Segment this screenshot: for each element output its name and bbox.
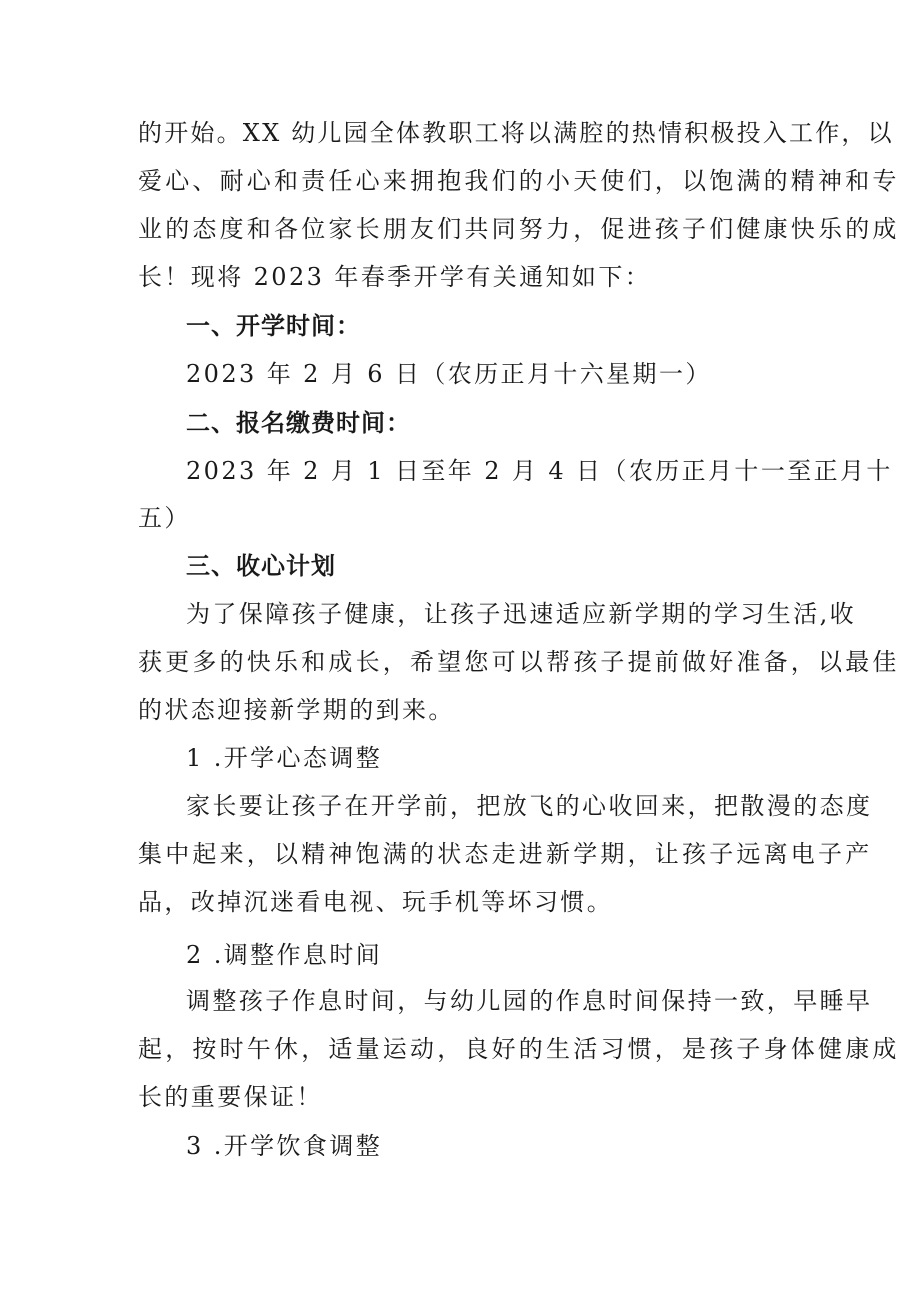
section1-heading: 一、开学时间： [186,312,361,340]
item1-line-3: 品，改掉沉迷看电视、玩手机等坏习惯。 [138,888,614,916]
intro-line-3: 业的态度和各位家长朋友们共同努力，促进孩子们健康快乐的成 [138,215,900,243]
section3-body-line-1: 为了保障孩子健康，让孩子迅速适应新学期的学习生活,收 [186,600,857,628]
section3-body-line-2: 获更多的快乐和成长，希望您可以帮孩子提前做好准备，以最佳 [138,648,900,676]
section3-body-line-3: 的状态迎接新学期的到来。 [138,696,455,724]
section1-body: 2023 年 2 月 6 日（农历正月十六星期一） [186,360,712,388]
section3-heading: 三、收心计划 [186,552,336,580]
intro-line-4: 长！现将 2023 年春季开学有关通知如下： [138,263,652,291]
intro-line-1: 的开始。XX 幼儿园全体教职工将以满腔的热情积极投入工作，以 [138,119,894,147]
item1-line-1: 家长要让孩子在开学前，把放飞的心收回来，把散漫的态度 [186,792,873,820]
item1-title: 1 .开学心态调整 [186,744,383,772]
item3-title: 3 .开学饮食调整 [186,1132,383,1160]
item2-title: 2 .调整作息时间 [186,941,383,969]
item2-line-2: 起，按时午休，适量运动，良好的生活习惯，是孩子身体健康成 [138,1035,900,1063]
item2-line-3: 长的重要保证！ [138,1083,323,1111]
section2-body-line-2: 五） [138,504,191,532]
item2-line-1: 调整孩子作息时间，与幼儿园的作息时间保持一致，早睡早 [186,987,873,1015]
section2-heading: 二、报名缴费时间： [186,409,411,437]
intro-line-2: 爱心、耐心和责任心来拥抱我们的小天使们，以饱满的精神和专 [138,167,900,195]
item1-line-2: 集中起来，以精神饱满的状态走进新学期，让孩子远离电子产 [138,840,873,868]
section2-body-line-1: 2023 年 2 月 1 日至年 2 月 4 日（农历正月十一至正月十 [186,457,893,485]
